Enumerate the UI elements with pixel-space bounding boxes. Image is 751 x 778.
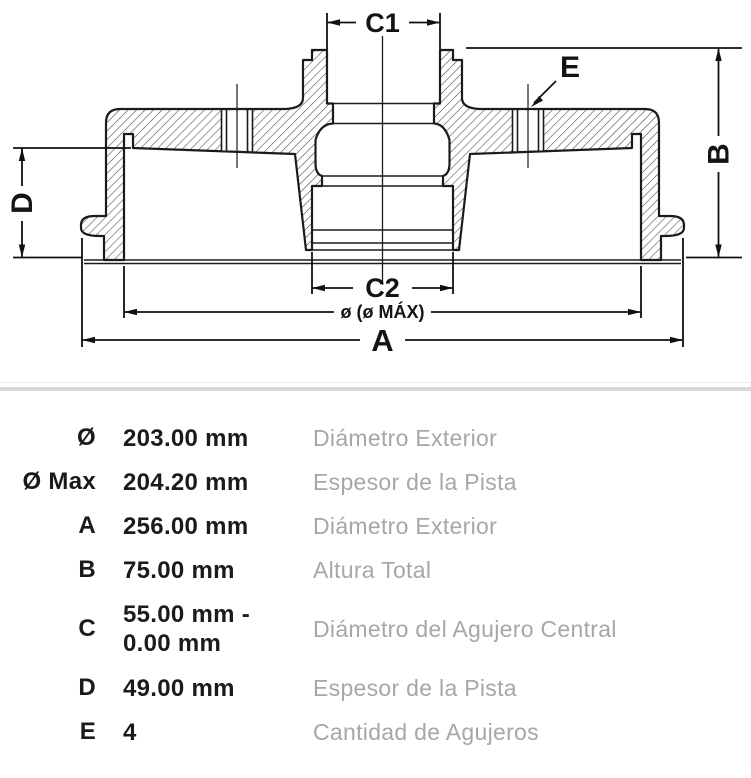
spec-label: Ø Max [22,468,96,495]
spec-label: C [78,615,96,642]
separator-line-thin [0,382,751,383]
spec-description: Altura Total [313,556,432,583]
technical-drawing [0,0,751,380]
table-row [0,504,751,548]
brake-drum-diagram [0,0,751,380]
table-row [0,548,751,592]
spec-label: A [78,512,96,539]
spec-value: 75.00 mm [123,556,235,584]
spec-value: 256.00 mm [123,512,249,540]
table-row [0,416,751,460]
spec-value [96,600,313,658]
dimension-e [531,51,580,107]
spec-value-line-2: 0.00 mm [123,630,222,657]
label-c1: C1 [365,8,400,38]
spec-value: 49.00 mm [123,674,235,702]
separator-line-thick [0,387,751,391]
table-row [0,666,751,710]
spec-description: Diámetro Exterior [313,512,498,539]
spec-value: 204.20 mm [123,468,249,496]
spec-description: Espesor de la Pista [313,674,517,701]
label-d: D [6,192,39,214]
spec-description: Diámetro del Agujero Central [313,615,617,642]
label-c2: C2 [365,273,400,303]
spec-table [0,416,751,754]
table-row [0,710,751,754]
spec-value: 203.00 mm [123,424,249,452]
dimension-c1 [327,8,440,49]
spec-description: Espesor de la Pista [313,468,517,495]
label-diameter-max: ø (ø MÁX) [340,302,425,322]
spec-label: E [79,718,96,745]
label-b: B [702,143,736,165]
spec-value-line-1: 55.00 mm - [123,601,251,628]
label-e: E [559,51,581,84]
spec-description: Cantidad de Agujeros [313,718,539,745]
spec-label: B [78,556,96,583]
spec-description: Diámetro Exterior [313,424,498,451]
bolt-hole-left [221,84,253,168]
spec-label: Ø [77,424,96,451]
drum-section-left [81,50,333,260]
label-a: A [371,323,394,358]
table-row [0,592,751,666]
table-row [0,460,751,504]
spec-label: D [78,674,96,701]
spec-value: 4 [123,718,137,746]
